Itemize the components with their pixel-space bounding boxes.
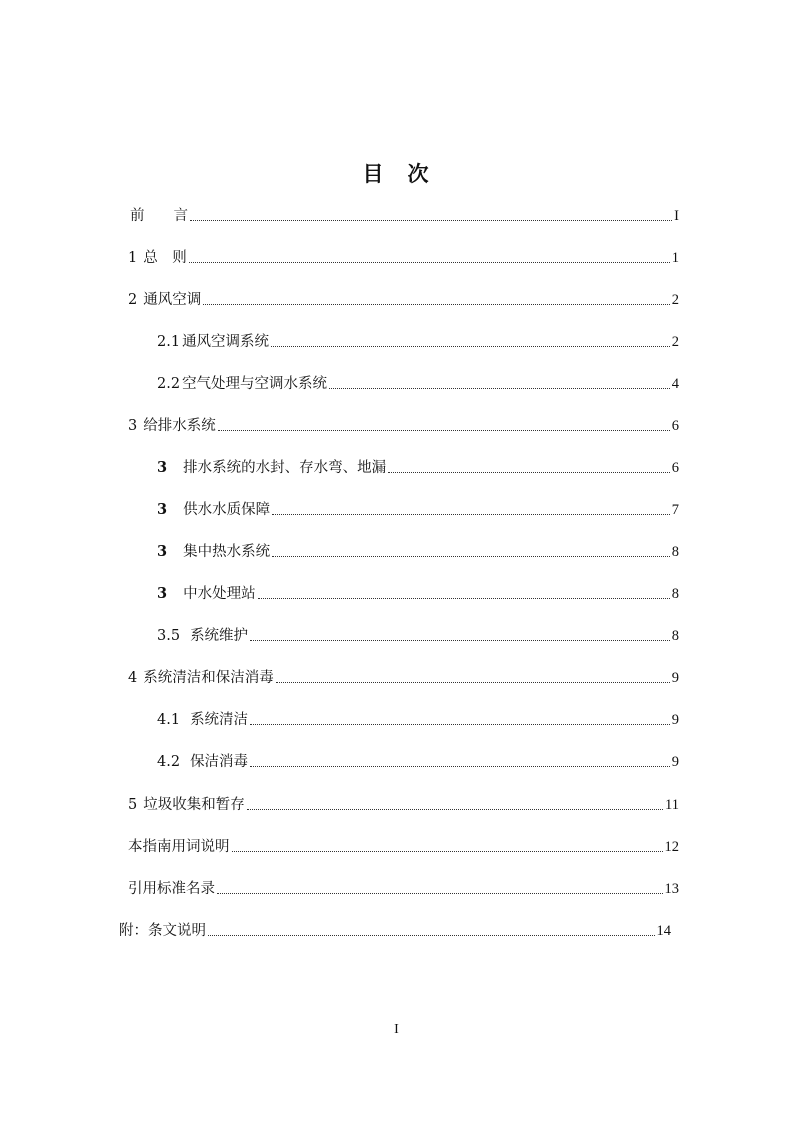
toc-entry-page: 4	[671, 376, 679, 392]
toc-entry-article-explanation[interactable]	[119, 922, 671, 940]
dot-leader	[208, 934, 655, 936]
toc-entry-3-5[interactable]	[157, 627, 679, 645]
toc-entry-label: 总 则	[143, 250, 187, 266]
toc-entry-label: 垃圾收集和暂存	[143, 797, 245, 813]
dot-leader	[276, 681, 670, 683]
toc-entry-4-1[interactable]	[157, 711, 679, 729]
toc-entry-number: 2.2	[157, 376, 181, 392]
toc-entry-page: 9	[671, 712, 679, 728]
toc-entry-label: 排水系统的水封、存水弯、地漏	[183, 460, 387, 476]
toc-entry-label: 附：条文说明	[119, 923, 206, 939]
toc-entry-cleaning-disinfection[interactable]	[128, 669, 679, 687]
toc-entry-label: 系统清洁和保洁消毒	[143, 670, 274, 686]
toc-entry-page: 13	[664, 881, 679, 897]
dot-leader	[250, 765, 670, 767]
dot-leader	[258, 597, 670, 599]
dot-leader	[272, 555, 670, 557]
toc-entry-label: 通风空调系统	[182, 334, 270, 350]
dot-leader	[217, 892, 663, 894]
toc-entry-label: 中水处理站	[183, 586, 256, 602]
toc-entry-number: 3	[157, 459, 168, 476]
toc-entry-page: 14	[656, 923, 671, 939]
toc-entry-label: 通风空调	[143, 292, 202, 308]
dot-leader	[250, 639, 670, 641]
toc-entry-page: 7	[671, 502, 679, 518]
dot-leader	[272, 513, 670, 515]
toc-entry-label: 保洁消毒	[190, 754, 249, 770]
toc-entry-page: 9	[671, 754, 679, 770]
toc-entry-2-2[interactable]	[157, 375, 679, 393]
toc-entry-number: 1	[128, 250, 138, 266]
toc-entry-page: 6	[671, 418, 679, 434]
toc-entry-3-2[interactable]	[157, 501, 679, 519]
toc-entry-4-2[interactable]	[157, 753, 679, 771]
toc-entry-label: 供水水质保障	[183, 502, 271, 518]
toc-title	[0, 158, 793, 188]
toc-entry-label: 本指南用词说明	[128, 839, 230, 855]
toc-entry-label: 集中热水系统	[183, 544, 271, 560]
toc-entry-label: 系统清洁	[190, 712, 249, 728]
toc-entry-number: 2	[128, 292, 138, 308]
page-number: I	[394, 1022, 399, 1037]
toc-entry-page: 2	[671, 292, 679, 308]
toc-entry-page: 8	[671, 628, 679, 644]
toc-entry-page: 11	[665, 797, 679, 813]
dot-leader	[218, 429, 670, 431]
toc-entry-page: I	[674, 208, 679, 224]
toc-entry-water-supply-drainage[interactable]	[128, 417, 679, 435]
toc-entry-number: 3	[157, 501, 168, 518]
toc-title-left: 目	[362, 162, 386, 186]
toc-entry-page: 6	[671, 460, 679, 476]
toc-entry-preface[interactable]	[130, 207, 679, 225]
toc-entry-referenced-standards[interactable]	[128, 880, 679, 898]
toc-entry-number: 4	[128, 670, 138, 686]
dot-leader	[388, 471, 670, 473]
toc-entry-label: 给排水系统	[143, 418, 216, 434]
toc-entry-page: 8	[671, 544, 679, 560]
dot-leader	[190, 219, 672, 221]
toc-entry-general[interactable]	[128, 249, 679, 267]
toc-entry-page: 8	[671, 586, 679, 602]
toc-entry-number: 3	[157, 585, 168, 602]
toc-entry-3-4[interactable]	[157, 585, 679, 603]
dot-leader	[203, 303, 670, 305]
toc-entry-page: 1	[671, 250, 679, 266]
toc-entry-wording-explanation[interactable]	[128, 838, 679, 856]
toc-entry-number: 3.5	[157, 628, 181, 644]
toc-title-right: 次	[407, 162, 431, 186]
toc-entry-label: 空气处理与空调水系统	[182, 376, 328, 392]
dot-leader	[329, 387, 670, 389]
dot-leader	[189, 261, 670, 263]
toc-entry-number: 4.1	[157, 712, 181, 728]
toc-entry-ventilation[interactable]	[128, 291, 679, 309]
dot-leader	[247, 808, 663, 810]
toc-entry-number: 3	[157, 543, 168, 560]
toc-entry-2-1[interactable]	[157, 333, 679, 351]
toc-entry-page: 9	[671, 670, 679, 686]
toc-entry-page: 12	[664, 839, 679, 855]
toc-entry-number: 4.2	[157, 754, 181, 770]
toc-entry-label: 前 言	[130, 208, 188, 224]
toc-entry-number: 3	[128, 418, 138, 434]
toc-entry-page: 2	[671, 334, 679, 350]
toc-entry-label: 系统维护	[190, 628, 249, 644]
toc-entry-3-1[interactable]	[157, 459, 679, 477]
toc-entry-label: 引用标准名录	[128, 881, 215, 897]
toc-entry-number: 5	[128, 797, 138, 813]
toc-entry-waste-collection[interactable]	[128, 796, 679, 814]
dot-leader	[271, 345, 670, 347]
dot-leader	[250, 723, 670, 725]
toc-entry-number: 2.1	[157, 334, 181, 350]
dot-leader	[232, 850, 663, 852]
toc-entry-3-3[interactable]	[157, 543, 679, 561]
